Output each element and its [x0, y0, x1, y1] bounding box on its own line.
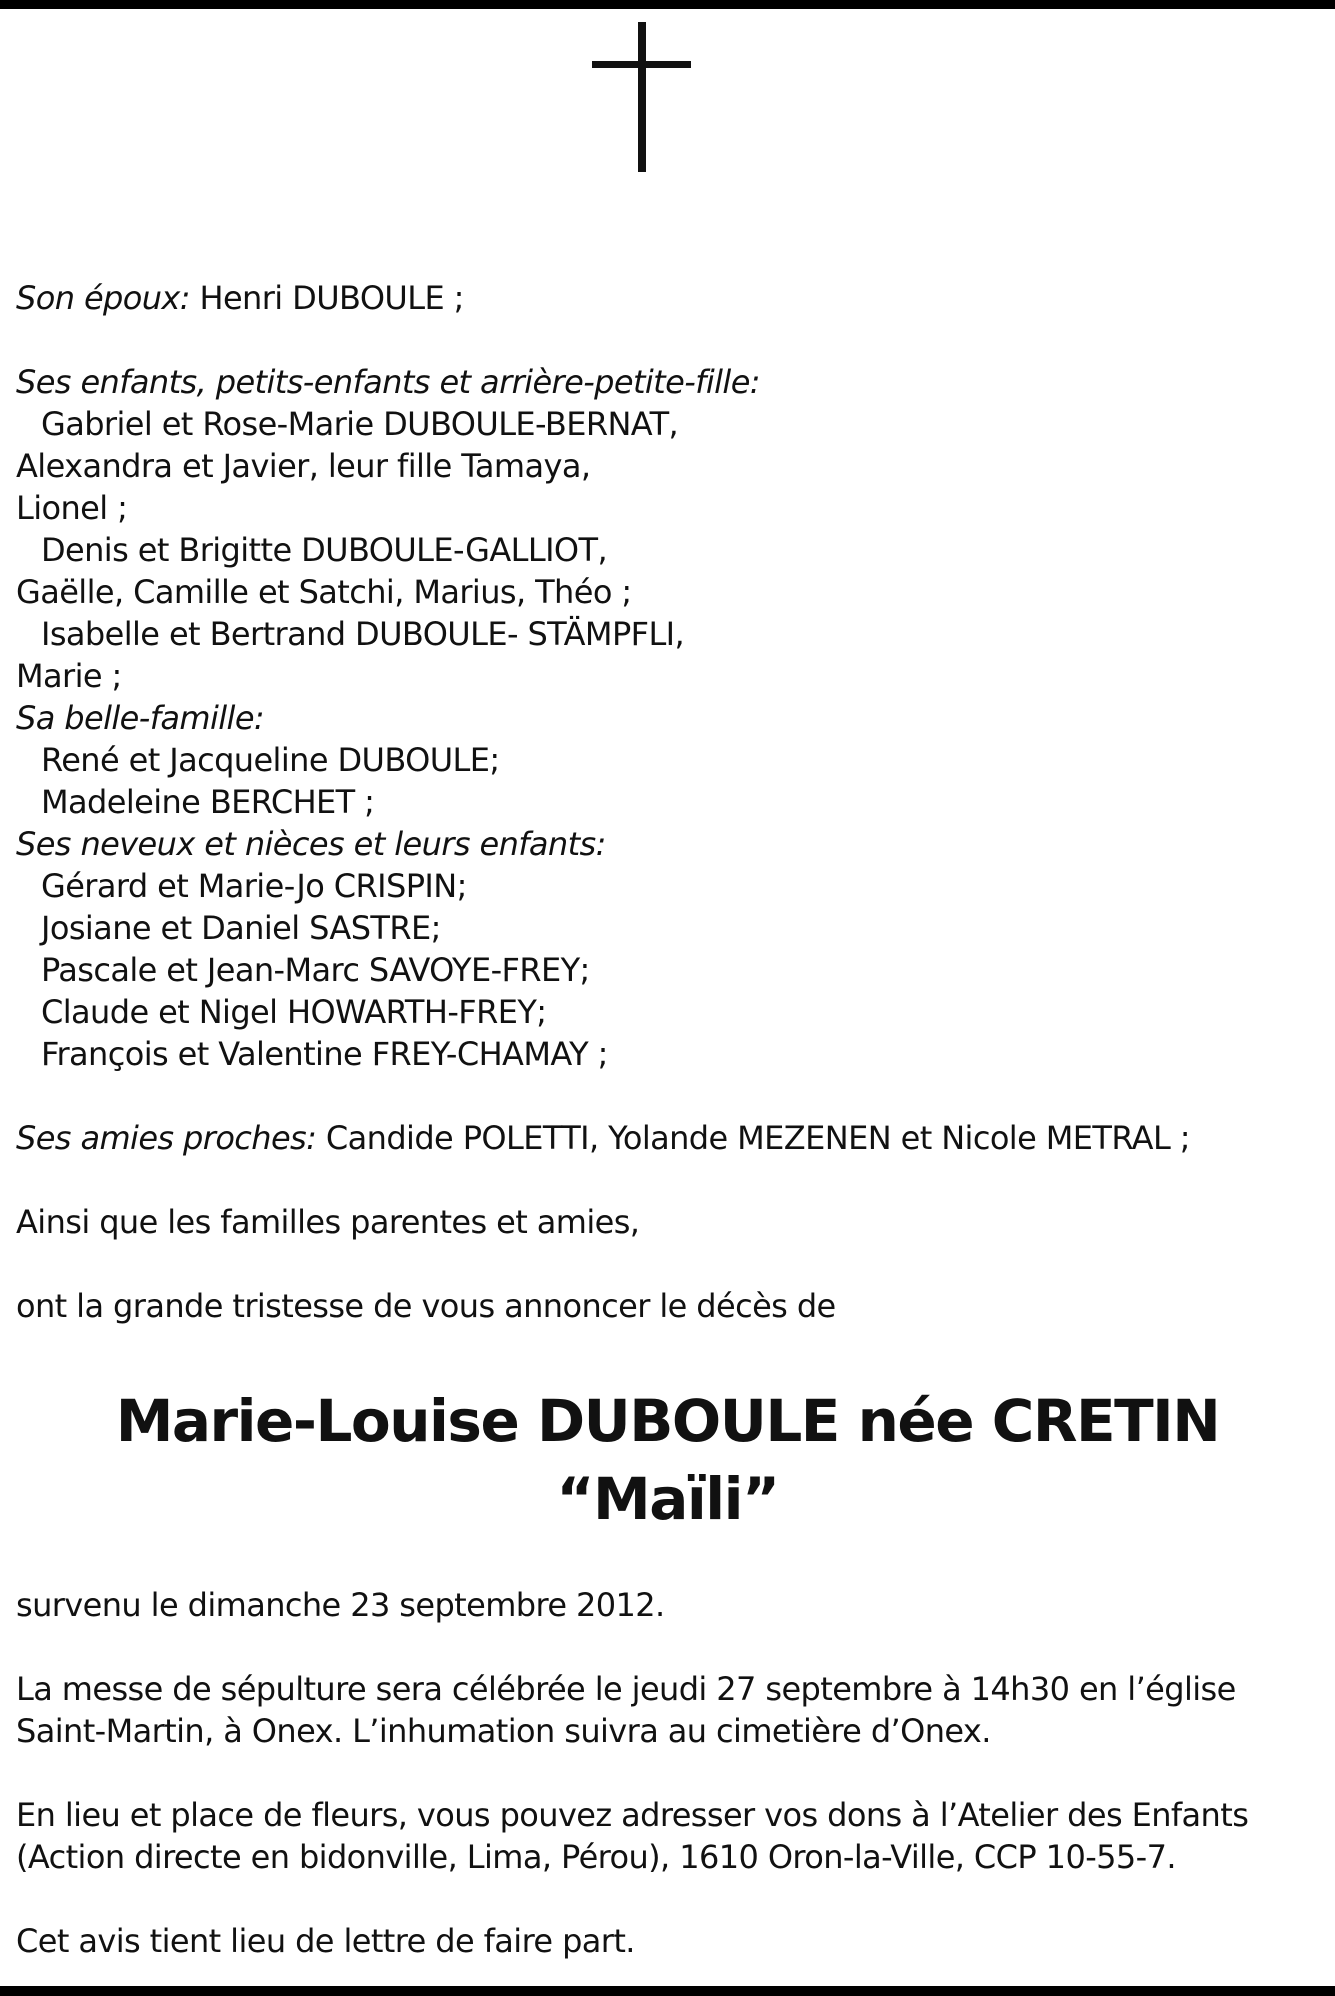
funeral-details [16, 1584, 1316, 1962]
nephews-label: Ses neveux et nièces et leurs enfants: [16, 825, 606, 863]
children-line: Marie ; [16, 657, 122, 695]
children-line: Alexandra et Javier, leur fille Tamaya, [16, 447, 591, 485]
children-label: Ses enfants, petits-enfants et arrière-petite-fille: [16, 363, 760, 401]
inlaws-line: Madeleine BERCHET ; [41, 783, 375, 821]
donation-line: (Action directe en bidonville, Lima, Pérou), 1610 Oron-la-Ville, CCP 10-55-7. [16, 1838, 1176, 1876]
nephews-line: Gérard et Marie-Jo CRISPIN; [41, 867, 467, 905]
relatives-line: Ainsi que les familles parentes et amies, [16, 1203, 640, 1241]
friends-line [16, 1117, 1316, 1159]
date-line: survenu le dimanche 23 septembre 2012. [16, 1586, 665, 1624]
deceased-nickname: “Maïli” [556, 1465, 779, 1533]
cross-icon [0, 0, 1335, 180]
children-line: Gabriel et Rose-Marie DUBOULE-BERNAT, [41, 405, 679, 443]
children-line: Denis et Brigitte DUBOULE-GALLIOT, [41, 531, 608, 569]
children-line: Lionel ; [16, 489, 128, 527]
spouse-line [16, 277, 1316, 319]
mass-line: La messe de sépulture sera célébrée le jeudi 27 septembre à 14h30 en l’église [16, 1670, 1236, 1708]
donation-line: En lieu et place de fleurs, vous pouvez adresser vos dons à l’Atelier des Enfants [16, 1796, 1249, 1834]
spouse-label: Son époux: [16, 279, 190, 317]
nephews-line: Pascale et Jean-Marc SAVOYE-FREY; [41, 951, 590, 989]
spouse-name: Henri DUBOULE ; [189, 279, 464, 317]
children-line: Isabelle et Bertrand DUBOULE- STÄMPFLI, [41, 615, 685, 653]
children-line: Gaëlle, Camille et Satchi, Marius, Théo ; [16, 573, 632, 611]
nephews-line: François et Valentine FREY-CHAMAY ; [41, 1035, 608, 1073]
mass-line: Saint-Martin, à Onex. L’inhumation suivra au cimetière d’Onex. [16, 1712, 991, 1750]
nephews-line: Claude et Nigel HOWARTH-FREY; [41, 993, 547, 1031]
nephews-line: Josiane et Daniel SASTRE; [41, 909, 441, 947]
deceased-name: Marie-Louise DUBOULE née CRETIN [115, 1387, 1220, 1455]
bottom-border-rule [0, 1986, 1335, 1996]
friends-names: Candide POLETTI, Yolande MEZENEN et Nicole METRAL ; [316, 1119, 1190, 1157]
friends-label: Ses amies proches: [16, 1119, 317, 1157]
inlaws-label: Sa belle-famille: [16, 699, 265, 737]
deceased-name-block [0, 1382, 1335, 1538]
inlaws-line: René et Jacqueline DUBOULE; [41, 741, 500, 779]
closing-line: Cet avis tient lieu de lettre de faire part. [16, 1922, 635, 1960]
announcement-line: ont la grande tristesse de vous annoncer le décès de [16, 1287, 836, 1325]
family-list [16, 277, 1316, 1327]
